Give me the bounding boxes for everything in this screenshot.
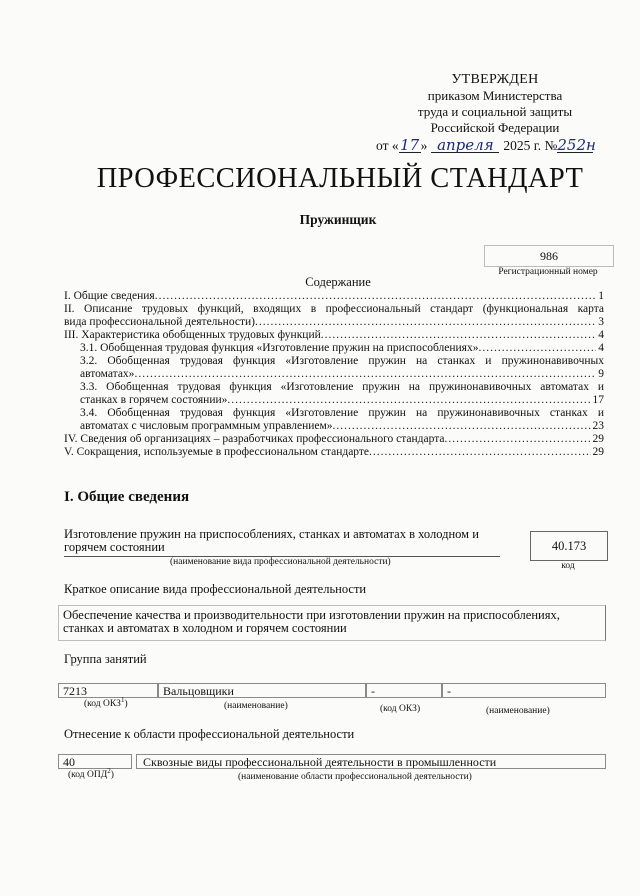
toc-item-text: 3.1. Обобщенная трудовая функция «Изготовление пружин на приспособлениях» bbox=[80, 342, 479, 354]
order-date-line bbox=[376, 136, 596, 154]
toc-item-text: автоматах» bbox=[80, 368, 135, 380]
okz-code-cell: 7213 bbox=[58, 683, 158, 698]
toc-title: Содержание bbox=[305, 275, 371, 289]
document-title: ПРОФЕССИОНАЛЬНЫЙ СТАНДАРТ bbox=[96, 163, 584, 194]
toc-item bbox=[64, 303, 604, 329]
approval-heading: УТВЕРЖДЕН bbox=[451, 72, 539, 87]
toc-item-page: 4 bbox=[598, 342, 604, 354]
brief-description-label: Краткое описание вида профессиональной деятельности bbox=[64, 582, 367, 596]
toc-item-text: III. Характеристика обобщенных трудовых функций bbox=[64, 329, 321, 341]
toc-item bbox=[64, 355, 604, 381]
toc-item bbox=[64, 290, 604, 303]
toc-item-page: 23 bbox=[592, 420, 604, 432]
approval-line: приказом Министерства bbox=[427, 88, 563, 103]
toc-item-text: 3.3. Обобщенная трудовая функция «Изготовление пружин на пружинонавивочных автоматах и bbox=[80, 381, 604, 393]
activity-kind-caption: (наименование вида профессиональной деятельности) bbox=[170, 557, 391, 567]
toc-item bbox=[64, 446, 604, 459]
occupation-name-caption: (наименование) bbox=[224, 701, 288, 711]
order-year: 2025 г. № bbox=[503, 138, 558, 153]
toc-item-text: 3.2. Обобщенная трудовая функция «Изготовление пружин на станках и пружинонавивочных bbox=[80, 355, 604, 367]
approval-line: Российской Федерации bbox=[430, 120, 560, 135]
activity-area-caption: (наименование области профессиональной деятельности) bbox=[238, 772, 472, 782]
toc-item-page: 9 bbox=[598, 368, 604, 380]
handwritten-order-number: 252н bbox=[557, 136, 596, 154]
handwritten-month: апреля bbox=[431, 138, 499, 153]
toc-item-page: 4 bbox=[598, 329, 604, 341]
toc-item-page: 1 bbox=[598, 290, 604, 302]
occupation-name-cell: Вальцовщики bbox=[158, 683, 366, 698]
brief-description-box: Обеспечение качества и производительности при изготовлении пружин на приспособлениях, станках и автоматах в холодном и горячем состоянии bbox=[58, 605, 606, 641]
section-heading: I. Общие сведения bbox=[64, 489, 190, 505]
toc-item bbox=[64, 381, 604, 407]
toc-item bbox=[64, 342, 604, 355]
toc-item-page: 17 bbox=[592, 394, 604, 406]
approval-block bbox=[400, 72, 590, 136]
activity-code-box: 40.173 bbox=[530, 531, 608, 561]
date-quote: » bbox=[420, 138, 428, 153]
opd-code-cell: 40 bbox=[58, 754, 132, 769]
profession-name: Пружинщик bbox=[299, 212, 377, 227]
okz-code-caption: (код ОКЗ) bbox=[380, 704, 421, 714]
toc-item-text: вида профессиональной деятельности) bbox=[64, 316, 255, 328]
toc-item-text: 3.4. Обобщенная трудовая функция «Изготовление пружин на пружинонавивочных станках и bbox=[80, 407, 604, 419]
footnote-ref: 1 bbox=[120, 695, 125, 704]
toc-item-text: станках в горячем состоянии» bbox=[80, 394, 228, 406]
toc-item-text: автоматах с числовым программным управлением» bbox=[80, 420, 333, 432]
toc-item-page: 29 bbox=[592, 446, 604, 458]
footnote-ref: 2 bbox=[107, 766, 111, 775]
okz-code-cell: - bbox=[366, 683, 442, 698]
registration-caption: Регистрационный номер bbox=[498, 267, 598, 277]
activity-code-caption: код bbox=[561, 561, 575, 571]
occupation-name-cell: - bbox=[442, 683, 606, 698]
activity-area-name-cell: Сквозные виды профессиональной деятельности в промышленности bbox=[136, 754, 606, 769]
activity-kind-name: Изготовление пружин на приспособлениях, станках и автоматах в холодном и горячем состоянии bbox=[64, 527, 479, 554]
registration-number-box: 986 bbox=[484, 245, 614, 267]
toc-item-text: II. Описание трудовых функций, входящих в профессиональный стандарт (функциональная карта bbox=[64, 303, 604, 315]
table-of-contents bbox=[64, 290, 604, 459]
handwritten-day: 17 bbox=[400, 136, 420, 154]
toc-item-page: 3 bbox=[598, 316, 604, 328]
occupation-group-label: Группа занятий bbox=[64, 652, 147, 666]
approval-line: труда и социальной защиты bbox=[417, 104, 573, 119]
occupation-name-caption: (наименование) bbox=[486, 706, 550, 716]
toc-item-text: I. Общие сведения bbox=[64, 290, 155, 302]
activity-area-label: Отнесение к области профессиональной деятельности bbox=[64, 727, 355, 741]
toc-item-text: IV. Сведения об организациях – разработчиках профессионального стандарта bbox=[64, 433, 445, 445]
okz-code-caption: (код ОКЗ$^1$) bbox=[84, 695, 128, 709]
opd-code-caption: (код ОПД$^2$) bbox=[68, 766, 114, 780]
toc-item bbox=[64, 329, 604, 342]
toc-item bbox=[64, 433, 604, 446]
date-prefix: от « bbox=[376, 138, 399, 153]
toc-item-page: 29 bbox=[592, 433, 604, 445]
toc-item-text: V. Сокращения, используемые в профессиональном стандарте bbox=[64, 446, 370, 458]
toc-item bbox=[64, 407, 604, 433]
